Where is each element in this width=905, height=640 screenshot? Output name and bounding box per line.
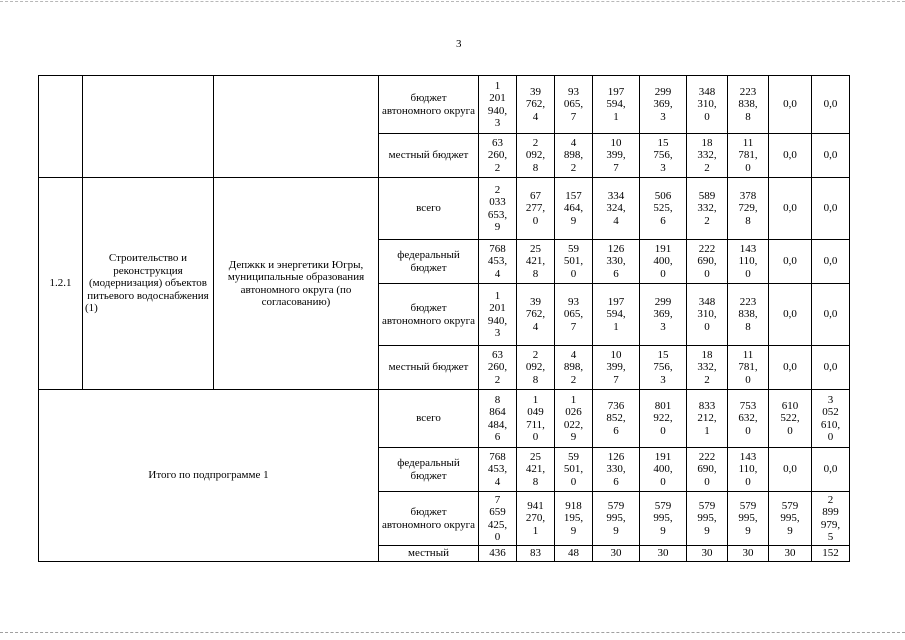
amount-value: 768 453, 4 [487, 450, 508, 488]
amount-value: 30 [657, 547, 669, 560]
funding-source: федеральный бюджет [379, 448, 479, 492]
amount-cell [728, 492, 769, 546]
amount-value: 157 464, 9 [563, 189, 584, 227]
table-row [39, 76, 850, 134]
amount-cell [593, 390, 640, 448]
amount-cell [479, 346, 517, 390]
amount-cell [812, 134, 850, 178]
amount-value: 589 332, 2 [697, 189, 717, 227]
amount-cell [687, 284, 728, 346]
amount-cell [593, 492, 640, 546]
amount-cell [769, 492, 812, 546]
amount-value: 191 400, 0 [653, 450, 673, 488]
amount-cell [687, 346, 728, 390]
amount-value: 67 277, 0 [525, 189, 546, 227]
amount-cell [687, 390, 728, 448]
amount-cell [640, 134, 687, 178]
amount-value: 15 756, 3 [653, 136, 673, 174]
amount-value: 378 729, 8 [738, 189, 758, 227]
amount-value: 30 [742, 547, 754, 560]
amount-value: 39 762, 4 [525, 295, 546, 333]
amount-cell [812, 390, 850, 448]
amount-value: 0,0 [783, 202, 797, 215]
amount-cell [479, 76, 517, 134]
amount-value: 299 369, 3 [653, 85, 673, 123]
amount-cell [728, 448, 769, 492]
amount-cell [593, 346, 640, 390]
amount-value: 579 995, 9 [780, 499, 800, 537]
amount-cell [728, 546, 769, 562]
amount-value: 222 690, 0 [697, 450, 717, 488]
amount-value: 0,0 [823, 98, 838, 111]
amount-cell [812, 76, 850, 134]
amount-cell [728, 134, 769, 178]
amount-value: 579 995, 9 [738, 499, 758, 537]
amount-value: 197 594, 1 [606, 295, 626, 333]
amount-cell [687, 240, 728, 284]
amount-value: 753 632, 0 [738, 399, 758, 437]
funding-source: бюджет автономного округа [379, 76, 479, 134]
amount-value: 0,0 [783, 98, 797, 111]
funding-source: бюджет автономного округа [379, 284, 479, 346]
table-row [39, 390, 850, 448]
amount-value: 0,0 [823, 463, 838, 476]
amount-value: 10 399, 7 [606, 348, 626, 386]
amount-value: 152 [822, 547, 839, 560]
amount-value: 2 899 979, 5 [820, 493, 841, 543]
amount-cell [687, 178, 728, 240]
funding-source: местный бюджет [379, 134, 479, 178]
amount-value: 0,0 [823, 361, 838, 374]
amount-cell [479, 240, 517, 284]
amount-value: 941 270, 1 [525, 499, 546, 537]
amount-cell [593, 134, 640, 178]
amount-cell [593, 240, 640, 284]
amount-value: 10 399, 7 [606, 136, 626, 174]
amount-cell [555, 390, 593, 448]
amount-cell [555, 346, 593, 390]
amount-value: 18 332, 2 [697, 136, 717, 174]
amount-value: 1 201 940, 3 [487, 289, 508, 339]
amount-value: 579 995, 9 [653, 499, 673, 537]
amount-value: 8 864 484, 6 [487, 393, 508, 443]
amount-cell [769, 178, 812, 240]
amount-value: 1 049 711, 0 [526, 393, 545, 443]
amount-value: 93 065, 7 [563, 85, 584, 123]
amount-cell [479, 448, 517, 492]
amount-cell [812, 346, 850, 390]
amount-cell [640, 546, 687, 562]
amount-cell [555, 76, 593, 134]
amount-value: 11 781, 0 [738, 348, 758, 386]
table-row [39, 178, 850, 240]
amount-value: 197 594, 1 [606, 85, 626, 123]
amount-value: 59 501, 0 [563, 242, 584, 280]
amount-value: 59 501, 0 [563, 450, 584, 488]
amount-value: 83 [530, 547, 541, 560]
amount-value: 610 522, 0 [780, 399, 800, 437]
amount-value: 11 781, 0 [738, 136, 758, 174]
amount-cell [593, 178, 640, 240]
amount-cell [517, 492, 555, 546]
col-name-cell [83, 76, 214, 178]
amount-value: 506 525, 6 [653, 189, 673, 227]
amount-value: 223 838, 8 [738, 85, 758, 123]
amount-value: 25 421, 8 [525, 242, 546, 280]
amount-value: 299 369, 3 [653, 295, 673, 333]
amount-cell [640, 178, 687, 240]
amount-cell [555, 240, 593, 284]
row-number: 1.2.1 [39, 178, 83, 390]
amount-value: 0,0 [783, 463, 797, 476]
amount-value: 191 400, 0 [653, 242, 673, 280]
measure-name: Строительство и реконструкция (модернизация) объектов питьевого водоснабжения (1) [83, 178, 214, 390]
amount-cell [517, 448, 555, 492]
amount-value: 0,0 [783, 361, 797, 374]
col-executor-cell [214, 76, 379, 178]
funding-source: всего [379, 178, 479, 240]
amount-cell [555, 448, 593, 492]
funding-source: федеральный бюджет [379, 240, 479, 284]
amount-value: 4 898, 2 [563, 136, 584, 174]
amount-cell [640, 346, 687, 390]
amount-cell [687, 546, 728, 562]
amount-value: 579 995, 9 [697, 499, 717, 537]
amount-cell [640, 390, 687, 448]
amount-cell [687, 448, 728, 492]
amount-cell [517, 76, 555, 134]
amount-cell [479, 134, 517, 178]
amount-value: 4 898, 2 [563, 348, 584, 386]
amount-cell [555, 178, 593, 240]
amount-cell [517, 134, 555, 178]
amount-cell [687, 492, 728, 546]
amount-value: 48 [568, 547, 579, 560]
amount-cell [517, 178, 555, 240]
amount-value: 15 756, 3 [653, 348, 673, 386]
amount-cell [769, 546, 812, 562]
amount-value: 63 260, 2 [487, 348, 508, 386]
amount-value: 143 110, 0 [738, 242, 758, 280]
subprogram-total-label: Итого по подпрограмме 1 [39, 390, 379, 562]
amount-value: 334 324, 4 [606, 189, 626, 227]
amount-cell [728, 346, 769, 390]
amount-value: 768 453, 4 [487, 242, 508, 280]
amount-cell [687, 76, 728, 134]
amount-cell [593, 76, 640, 134]
scan-edge-top [0, 1, 905, 2]
amount-cell [769, 134, 812, 178]
amount-value: 579 995, 9 [606, 499, 626, 537]
amount-cell [593, 546, 640, 562]
amount-cell [812, 178, 850, 240]
amount-cell [593, 448, 640, 492]
amount-cell [728, 76, 769, 134]
amount-value: 63 260, 2 [487, 136, 508, 174]
amount-cell [769, 346, 812, 390]
amount-value: 0,0 [823, 202, 838, 215]
amount-cell [555, 284, 593, 346]
amount-cell [517, 546, 555, 562]
amount-cell [728, 178, 769, 240]
amount-value: 1 201 940, 3 [487, 79, 508, 129]
amount-value: 436 [489, 547, 506, 560]
amount-cell [479, 492, 517, 546]
funding-source: всего [379, 390, 479, 448]
amount-cell [769, 284, 812, 346]
budget-table [38, 75, 850, 562]
amount-cell [479, 284, 517, 346]
amount-value: 833 212, 1 [697, 399, 717, 437]
scan-edge-bottom [0, 632, 905, 633]
amount-cell [812, 240, 850, 284]
amount-value: 93 065, 7 [563, 295, 584, 333]
amount-cell [812, 492, 850, 546]
amount-cell [640, 284, 687, 346]
amount-cell [517, 284, 555, 346]
amount-cell [517, 390, 555, 448]
amount-cell [812, 546, 850, 562]
amount-value: 2 033 653, 9 [487, 183, 508, 233]
amount-cell [769, 390, 812, 448]
page-number: 3 [456, 38, 462, 50]
amount-value: 2 092, 8 [525, 348, 546, 386]
amount-cell [812, 284, 850, 346]
amount-cell [728, 240, 769, 284]
amount-value: 223 838, 8 [738, 295, 758, 333]
amount-cell [640, 240, 687, 284]
funding-source: местный бюджет [379, 346, 479, 390]
amount-value: 126 330, 6 [606, 450, 626, 488]
amount-value: 0,0 [823, 255, 838, 268]
amount-value: 39 762, 4 [525, 85, 546, 123]
amount-value: 30 [784, 547, 796, 560]
amount-value: 3 052 610, 0 [820, 393, 841, 443]
amount-value: 143 110, 0 [738, 450, 758, 488]
amount-cell [517, 240, 555, 284]
table-body [39, 76, 850, 562]
amount-cell [640, 492, 687, 546]
amount-value: 126 330, 6 [606, 242, 626, 280]
amount-value: 2 092, 8 [525, 136, 546, 174]
amount-value: 25 421, 8 [525, 450, 546, 488]
executor-name: Депжкк и энергетики Югры, муниципальные образования автономного округа (по согласованию) [214, 178, 379, 390]
amount-cell [769, 448, 812, 492]
funding-source: местный [379, 546, 479, 562]
amount-value: 0,0 [783, 149, 797, 162]
amount-value: 0,0 [783, 308, 797, 321]
col-number-cell [39, 76, 83, 178]
amount-value: 801 922, 0 [653, 399, 673, 437]
amount-cell [640, 76, 687, 134]
amount-cell [517, 346, 555, 390]
amount-cell [555, 492, 593, 546]
amount-cell [687, 134, 728, 178]
amount-value: 0,0 [823, 149, 838, 162]
amount-cell [555, 134, 593, 178]
amount-cell [728, 390, 769, 448]
amount-cell [593, 284, 640, 346]
amount-cell [479, 390, 517, 448]
amount-value: 918 195, 9 [563, 499, 584, 537]
amount-value: 0,0 [823, 308, 838, 321]
amount-cell [769, 76, 812, 134]
amount-value: 18 332, 2 [697, 348, 717, 386]
amount-value: 736 852, 6 [606, 399, 626, 437]
amount-cell [479, 178, 517, 240]
amount-value: 7 659 425, 0 [487, 493, 508, 543]
amount-cell [640, 448, 687, 492]
funding-source: бюджет автономного округа [379, 492, 479, 546]
amount-cell [769, 240, 812, 284]
amount-cell [728, 284, 769, 346]
amount-value: 348 310, 0 [697, 85, 717, 123]
amount-value: 30 [701, 547, 713, 560]
amount-cell [479, 546, 517, 562]
amount-cell [555, 546, 593, 562]
amount-value: 222 690, 0 [697, 242, 717, 280]
amount-value: 30 [610, 547, 622, 560]
amount-value: 1 026 022, 9 [563, 393, 584, 443]
amount-value: 0,0 [783, 255, 797, 268]
amount-value: 348 310, 0 [697, 295, 717, 333]
amount-cell [812, 448, 850, 492]
